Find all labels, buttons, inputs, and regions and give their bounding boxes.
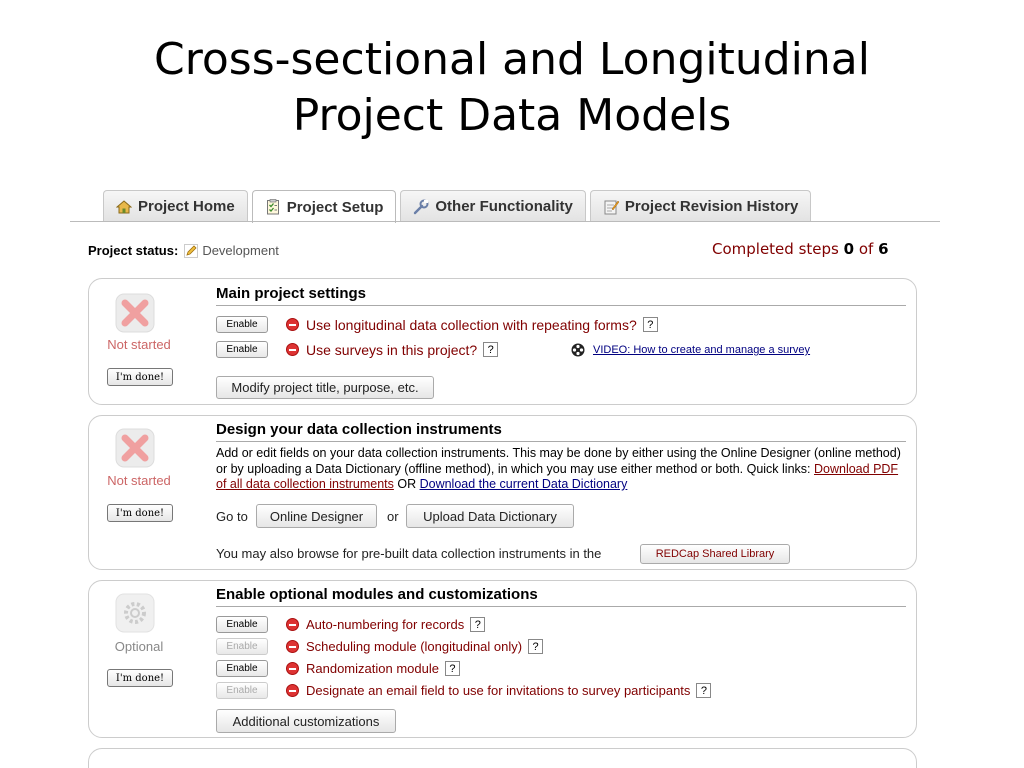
project-status-value: Development bbox=[202, 243, 279, 258]
panel-optional-modules bbox=[88, 580, 917, 738]
tab-project-home[interactable] bbox=[103, 190, 248, 222]
enable-surveys-button[interactable]: Enable bbox=[216, 341, 268, 358]
option-row-surveys bbox=[216, 341, 498, 358]
description-text: Add or edit fields on your data collection instruments. This may be done by either using the Online Designer (online method) or by uploading a Data Dictionary (offline method), in which you may use either method or both. Quick links: bbox=[216, 446, 901, 476]
section-title: Main project settings bbox=[216, 285, 367, 302]
panel-main-settings bbox=[88, 278, 917, 405]
option-label: Randomization module bbox=[306, 661, 439, 676]
video-link[interactable] bbox=[571, 343, 810, 357]
im-done-button[interactable]: I'm done! bbox=[107, 669, 173, 687]
shared-library-button[interactable]: REDCap Shared Library bbox=[640, 544, 790, 564]
step-status: Not started bbox=[107, 473, 171, 488]
completed-steps-label: Completed steps bbox=[712, 240, 839, 258]
completed-steps-done: 0 bbox=[843, 240, 855, 258]
wrench-icon bbox=[413, 199, 429, 215]
disabled-status-icon bbox=[286, 640, 299, 653]
help-button[interactable]: ? bbox=[696, 683, 711, 698]
panel-next-partial bbox=[88, 748, 917, 768]
option-label: Use surveys in this project? bbox=[306, 341, 478, 358]
option-row-auto-numbering bbox=[216, 616, 485, 633]
disabled-status-icon bbox=[286, 662, 299, 675]
completed-steps bbox=[712, 240, 889, 258]
im-done-button[interactable]: I'm done! bbox=[107, 368, 173, 386]
im-done-button[interactable]: I'm done! bbox=[107, 504, 173, 522]
help-button[interactable]: ? bbox=[528, 639, 543, 654]
project-status bbox=[88, 243, 279, 258]
step-status: Optional bbox=[114, 639, 164, 654]
tab-other-functionality[interactable] bbox=[400, 190, 586, 222]
option-row-scheduling bbox=[216, 638, 543, 655]
disabled-status-icon bbox=[286, 343, 299, 356]
option-label: Designate an email field to use for invitations to survey participants bbox=[306, 683, 691, 698]
enable-longitudinal-button[interactable]: Enable bbox=[216, 316, 268, 333]
option-label: Scheduling module (longitudinal only) bbox=[306, 639, 523, 654]
tab-bar bbox=[103, 190, 815, 222]
additional-customizations-button[interactable]: Additional customizations bbox=[216, 709, 396, 733]
section-title: Design your data collection instruments bbox=[216, 421, 502, 438]
panel-design-instruments bbox=[88, 415, 917, 570]
checklist-icon bbox=[265, 199, 281, 215]
enable-email-field-button[interactable]: Enable bbox=[216, 682, 268, 699]
slide-title-line-1: Cross-sectional and Longitudinal bbox=[154, 34, 870, 85]
section-title: Enable optional modules and customizations bbox=[216, 586, 538, 603]
tab-project-setup[interactable] bbox=[252, 190, 397, 223]
help-button[interactable]: ? bbox=[643, 317, 658, 332]
design-description bbox=[216, 446, 906, 493]
gear-icon bbox=[115, 593, 155, 633]
pencil-icon bbox=[184, 244, 198, 258]
section-divider bbox=[216, 606, 906, 607]
completed-steps-total: 6 bbox=[878, 240, 889, 258]
help-button[interactable]: ? bbox=[483, 342, 498, 357]
tab-label: Other Functionality bbox=[435, 198, 573, 215]
option-label: Use longitudinal data collection with repeating forms? bbox=[306, 316, 637, 333]
option-row-email-field bbox=[216, 682, 711, 699]
help-button[interactable]: ? bbox=[445, 661, 460, 676]
enable-scheduling-button[interactable]: Enable bbox=[216, 638, 268, 655]
upload-data-dictionary-button[interactable]: Upload Data Dictionary bbox=[406, 504, 574, 528]
tab-label: Project Home bbox=[138, 198, 235, 215]
download-pdf-link[interactable]: Download PDF of all data collection instruments bbox=[216, 461, 899, 491]
option-row-longitudinal bbox=[216, 316, 658, 333]
disabled-status-icon bbox=[286, 618, 299, 631]
not-started-x-icon bbox=[115, 428, 155, 468]
or-text: OR bbox=[397, 477, 417, 491]
home-icon bbox=[116, 199, 132, 215]
tab-project-revision-history[interactable] bbox=[590, 190, 811, 222]
slide-title-line-2: Project Data Models bbox=[292, 90, 732, 141]
or-label: or bbox=[387, 509, 399, 524]
option-row-randomization bbox=[216, 660, 460, 677]
tab-label: Project Setup bbox=[286, 198, 384, 216]
video-link-label: VIDEO: How to create and manage a survey bbox=[593, 344, 811, 356]
enable-randomization-button[interactable]: Enable bbox=[216, 660, 268, 677]
step-status: Not started bbox=[107, 337, 171, 352]
modify-project-button[interactable]: Modify project title, purpose, etc. bbox=[216, 376, 434, 399]
tab-bar-baseline bbox=[70, 221, 940, 222]
completed-steps-of: of bbox=[858, 240, 874, 258]
section-divider bbox=[216, 441, 906, 442]
section-divider bbox=[216, 305, 906, 306]
download-dictionary-link[interactable]: Download the current Data Dictionary bbox=[419, 477, 628, 491]
notepad-icon bbox=[603, 199, 619, 215]
help-button[interactable]: ? bbox=[470, 617, 485, 632]
enable-auto-numbering-button[interactable]: Enable bbox=[216, 616, 268, 633]
film-reel-icon bbox=[571, 343, 585, 357]
project-status-label: Project status: bbox=[88, 243, 179, 258]
tab-label: Project Revision History bbox=[624, 198, 799, 215]
online-designer-button[interactable]: Online Designer bbox=[256, 504, 377, 528]
disabled-status-icon bbox=[286, 318, 299, 331]
option-label: Auto-numbering for records bbox=[306, 617, 465, 632]
go-to-label: Go to bbox=[216, 509, 248, 524]
slide-title bbox=[0, 32, 1024, 144]
browse-text: You may also browse for pre-built data collection instruments in the bbox=[216, 546, 602, 561]
not-started-x-icon bbox=[115, 293, 155, 333]
disabled-status-icon bbox=[286, 684, 299, 697]
